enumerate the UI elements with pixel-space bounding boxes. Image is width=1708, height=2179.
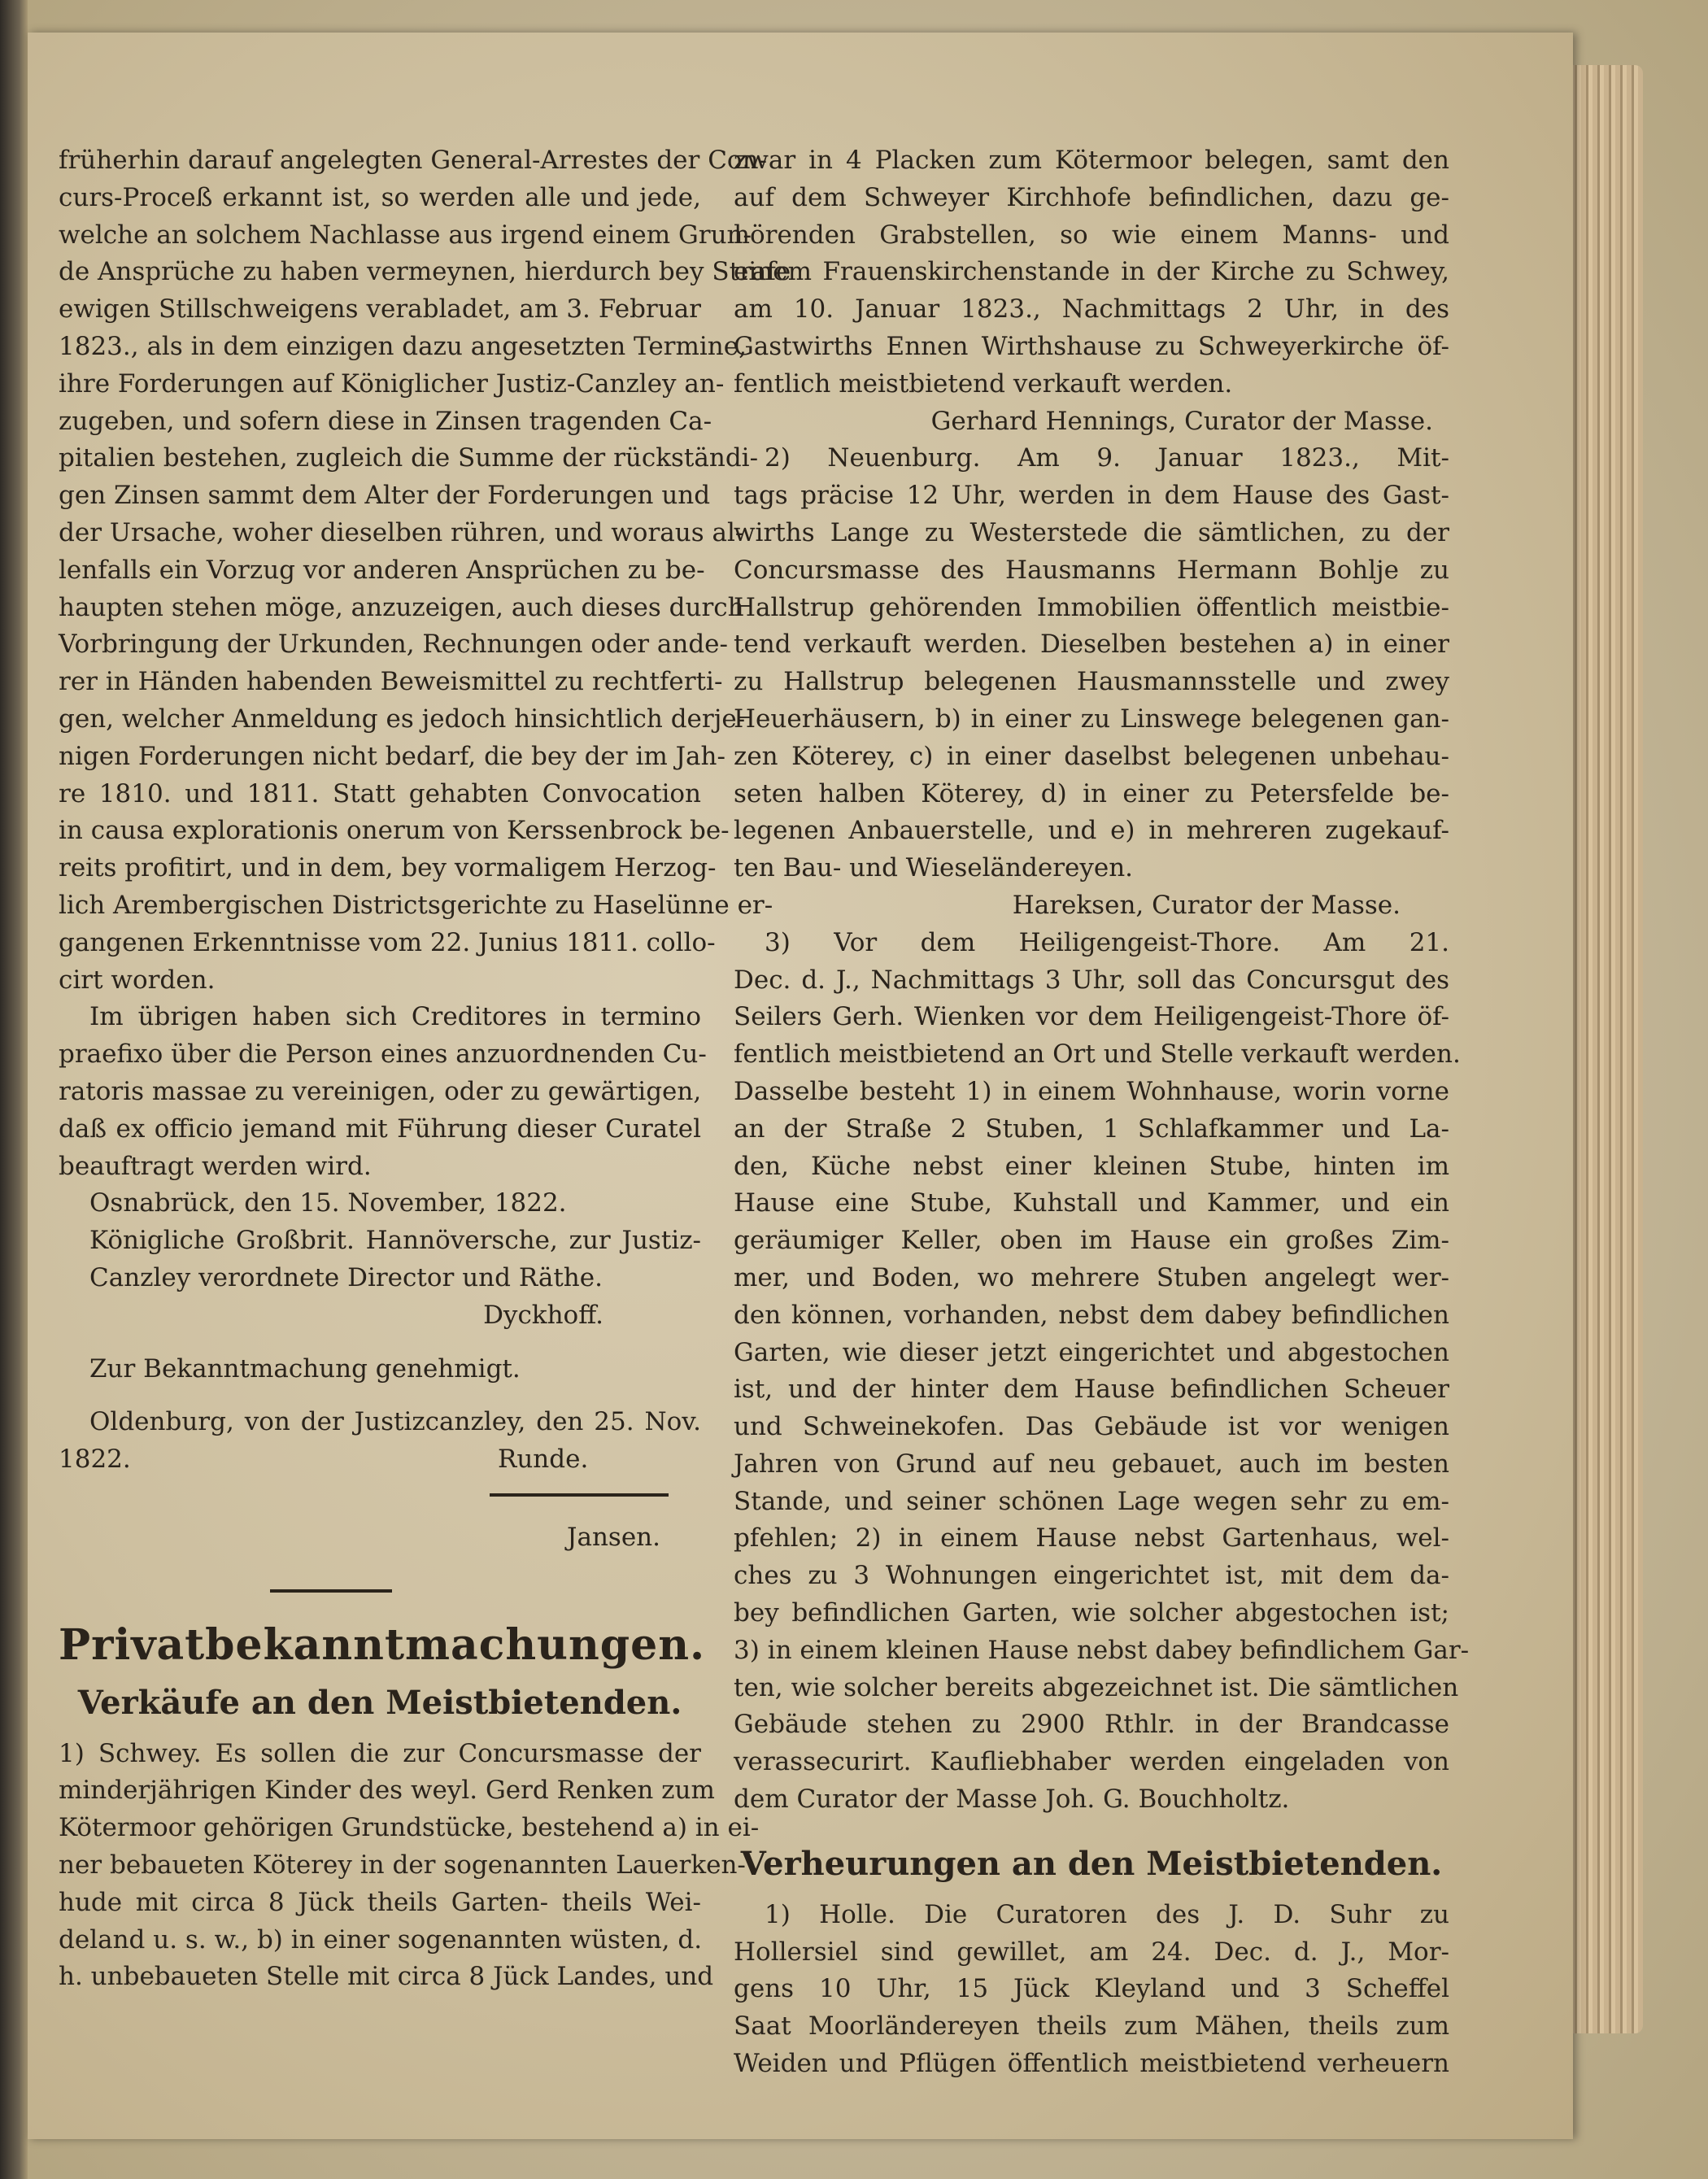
text-line: minderjährigen Kinder des weyl. Gerd Renken zum: [59, 1776, 715, 1806]
signature-jansen: Jansen.: [567, 1522, 660, 1552]
text-line: gangenen Erkenntnisse vom 22. Junius 1811. collo-: [59, 927, 716, 957]
text-line: am 10. Januar 1823., Nachmittags 2 Uhr, in des: [734, 294, 1449, 325]
text-line: an der Straße 2 Stuben, 1 Schlafkammer und La-: [734, 1113, 1449, 1144]
text-line: 3) Vor dem Heiligengeist-Thore. Am 21.: [765, 927, 1449, 957]
text-line: lenfalls ein Vorzug vor anderen Ansprüchen zu be-: [59, 555, 705, 585]
section-title: Privatbekanntmachungen.: [59, 1619, 706, 1670]
text-line: zen Köterey, c) in einer daselbst belegenen unbehau-: [734, 741, 1449, 771]
text-line: dem Curator der Masse Joh. G. Bouchholtz.: [734, 1785, 1290, 1815]
right-block2: [734, 440, 1449, 887]
text-line: wirths Lange zu Westerstede die sämtlichen, zu der: [734, 517, 1449, 547]
text-line: cirt worden.: [59, 965, 216, 995]
text-line: einem Frauenskirchenstande in der Kirche zu Schwey,: [734, 257, 1449, 287]
text-line: ten, wie solcher bereits abgezeichnet ist. Die sämtlichen: [734, 1672, 1459, 1702]
text-line: der Ursache, woher dieselben rühren, und woraus al-: [59, 517, 744, 547]
text-line: Im übrigen haben sich Creditores in termino: [89, 1002, 701, 1032]
text-line: den, Küche nebst einer kleinen Stube, hinten im: [734, 1151, 1449, 1181]
subsection-title-rentals: Verheurungen an den Meistbietenden.: [740, 1844, 1443, 1883]
text-line: haupten stehen möge, anzuzeigen, auch dieses durch: [59, 592, 744, 622]
text-line: Hallstrup gehörenden Immobilien öffentlich meistbie-: [734, 592, 1449, 622]
text-line: Dec. d. J., Nachmittags 3 Uhr, soll das Concursgut des: [734, 965, 1449, 995]
text-line: Weiden und Pflügen öffentlich meistbietend verheuern: [734, 2049, 1449, 2079]
left-block2: [59, 999, 707, 1185]
right-block4: [734, 1897, 1449, 2083]
text-line: den können, vorhanden, nebst dem dabey befindlichen: [734, 1300, 1449, 1330]
text-line: fentlich meistbietend an Ort und Stelle verkauft werden.: [734, 1039, 1461, 1070]
text-line: beauftragt werden wird.: [59, 1151, 372, 1181]
text-line: Saat Moorländereyen theils zum Mähen, theils zum: [734, 2011, 1449, 2042]
text-line: 1) Holle. Die Curatoren des J. D. Suhr zu: [765, 1899, 1449, 1929]
text-line: in causa explorationis onerum von Kerssenbrock be-: [59, 816, 730, 846]
separator-rule: [490, 1493, 669, 1497]
text-line: reits profitirt, und in dem, bey vormaligem Herzog-: [59, 853, 717, 883]
text-line: fentlich meistbietend verkauft werden.: [734, 368, 1233, 399]
approval-place-line: Oldenburg, von der Justizcanzley, den 25. Nov.: [89, 1407, 701, 1437]
text-line: ner bebaueten Köterey in der sogenannten Lauerken-: [59, 1850, 746, 1880]
text-line: auf dem Schweyer Kirchhofe befindlichen, dazu ge-: [734, 182, 1449, 212]
text-line: Stande, und seiner schönen Lage wegen sehr zu em-: [734, 1486, 1449, 1516]
approval-note: Zur Bekanntmachung genehmigt.: [89, 1353, 521, 1384]
text-line: ihre Forderungen auf Königlicher Justiz-Canzley an-: [59, 368, 725, 399]
text-line: und Schweinekofen. Das Gebäude ist vor wenigen: [734, 1412, 1449, 1442]
text-line: zu Hallstrup belegenen Hausmannsstelle und zwey: [734, 667, 1449, 697]
text-line: bey befindlichen Garten, wie solcher abgestochen ist;: [734, 1598, 1449, 1628]
place-date: Osnabrück, den 15. November, 1822.: [89, 1188, 567, 1218]
text-line: ist, und der hinter dem Hause befindlichen Scheuer: [734, 1375, 1449, 1405]
text-line: daß ex officio jemand mit Führung dieser Curatel: [59, 1113, 701, 1144]
text-line: 3) in einem kleinen Hause nebst dabey befindlichem Gar-: [734, 1635, 1470, 1665]
text-line: curs-Proceß erkannt ist, so werden alle und jede,: [59, 182, 701, 212]
text-line: gen Zinsen sammt dem Alter der Forderungen und: [59, 481, 711, 511]
right-column: [734, 142, 1470, 2083]
curator-hareksen: Hareksen, Curator der Masse.: [1012, 890, 1401, 920]
text-line: Concursmasse des Hausmanns Hermann Bohlje zu: [734, 555, 1449, 585]
section-rule: [270, 1589, 392, 1593]
text-line: mer, und Boden, wo mehrere Stuben angelegt wer-: [734, 1262, 1449, 1292]
text-line: praefixo über die Person eines anzuordnenden Cu-: [59, 1039, 707, 1070]
text-line: h. unbebaueten Stelle mit circa 8 Jück Landes, und: [59, 1962, 714, 1992]
text-line: früherhin darauf angelegten General-Arrestes der Con-: [59, 146, 768, 175]
text-line: ten Bau- und Wieseländereyen.: [734, 853, 1134, 883]
text-line: pfehlen; 2) in einem Hause nebst Gartenhaus, wel-: [734, 1523, 1449, 1554]
text-line: Gebäude stehen zu 2900 Rthlr. in der Brandcasse: [734, 1710, 1449, 1740]
text-line: ewigen Stillschweigens verabladet, am 3. Februar: [59, 294, 701, 325]
text-line: Garten, wie dieser jetzt eingerichtet und abgestochen: [734, 1337, 1449, 1367]
text-line: gen, welcher Anmeldung es jedoch hinsichtlich derje-: [59, 704, 746, 734]
authority-line2: Canzley verordnete Director und Räthe.: [89, 1262, 603, 1292]
text-line: tend verkauft werden. Dieselben bestehen a) in einer: [734, 630, 1449, 660]
text-line: lich Arembergischen Districtsgerichte zu Haselünne er-: [59, 890, 773, 920]
left-column: [59, 142, 791, 1996]
text-line: zwar in 4 Placken zum Kötermoor belegen, samt den: [734, 146, 1449, 175]
left-block3: [59, 1736, 760, 1997]
text-line: legenen Anbauerstelle, und e) in mehreren zugekauf-: [734, 816, 1449, 846]
text-line: ratoris massae zu vereinigen, oder zu gewärtigen,: [59, 1076, 702, 1106]
text-line: Kötermoor gehörigen Grundstücke, bestehend a) in ei-: [59, 1813, 760, 1843]
authority-line1: Königliche Großbrit. Hannöversche, zur Justiz-: [89, 1226, 701, 1256]
subsection-title-sales: Verkäufe an den Meistbietenden.: [77, 1683, 682, 1722]
approval-year: 1822.: [59, 1445, 131, 1475]
text-line: 1823., als in dem einzigen dazu angesetzten Termine,: [59, 331, 747, 361]
text-line: Jahren von Grund auf neu gebauet, auch im besten: [734, 1449, 1449, 1479]
text-line: tags präcise 12 Uhr, werden in dem Hause des Gast-: [734, 481, 1449, 511]
signature-runde: Runde.: [498, 1445, 589, 1475]
newspaper-page: [28, 33, 1573, 2139]
curator-hennings: Gerhard Hennings, Curator der Masse.: [930, 406, 1433, 436]
text-line: 1) Schwey. Es sollen die zur Concursmasse der: [59, 1738, 701, 1768]
text-line: nigen Forderungen nicht bedarf, die bey der im Jah-: [59, 741, 725, 771]
text-line: ches zu 3 Wohnungen eingerichtet ist, mit dem da-: [734, 1561, 1449, 1591]
right-block3: [734, 925, 1470, 1819]
text-line: deland u. s. w., b) in einer sogenannten wüsten, d.: [59, 1924, 703, 1955]
left-block1: [59, 142, 791, 999]
text-line: Hollersiel sind gewillet, am 24. Dec. d. J., Mor-: [734, 1937, 1449, 1967]
book-gutter: [0, 0, 28, 2179]
text-line: re 1810. und 1811. Statt gehabten Convocation: [59, 778, 701, 808]
text-line: 2) Neuenburg. Am 9. Januar 1823., Mit-: [765, 443, 1449, 473]
text-line: rer in Händen habenden Beweismittel zu rechtferti-: [59, 667, 723, 697]
page-edges: [1570, 65, 1643, 2033]
text-line: Gastwirths Ennen Wirthshause zu Schweyerkirche öf-: [734, 331, 1449, 361]
text-line: Dasselbe besteht 1) in einem Wohnhause, worin vorne: [734, 1076, 1449, 1106]
text-line: seten halben Köterey, d) in einer zu Petersfelde be-: [734, 778, 1449, 808]
text-line: gens 10 Uhr, 15 Jück Kleyland und 3 Scheffel: [734, 1974, 1449, 2004]
text-line: Seilers Gerh. Wienken vor dem Heiligengeist-Thore öf-: [734, 1002, 1449, 1032]
text-line: welche an solchem Nachlasse aus irgend einem Grun-: [59, 220, 752, 250]
text-line: geräumiger Keller, oben im Hause ein großes Zim-: [734, 1226, 1449, 1256]
text-line: verassecurirt. Kaufliebhaber werden eingeladen von: [734, 1747, 1449, 1777]
approval-year-line: [59, 1441, 701, 1479]
text-line: hörenden Grabstellen, so wie einem Manns- und: [734, 220, 1449, 250]
text-line: Vorbringung der Urkunden, Rechnungen oder ande-: [59, 630, 728, 660]
text-line: Heuerhäusern, b) in einer zu Linswege belegenen gan-: [734, 704, 1449, 734]
right-block1: [734, 142, 1449, 403]
text-line: hude mit circa 8 Jück theils Garten- theils Wei-: [59, 1887, 701, 1917]
signature-dyckhoff: Dyckhoff.: [483, 1300, 603, 1330]
text-line: Hause eine Stube, Kuhstall und Kammer, und ein: [734, 1188, 1449, 1218]
text-line: pitalien bestehen, zugleich die Summe der rückständi-: [59, 443, 759, 473]
text-line: de Ansprüche zu haben vermeynen, hierdurch bey Strafe: [59, 257, 791, 287]
text-line: zugeben, und sofern diese in Zinsen tragenden Ca-: [59, 406, 712, 436]
